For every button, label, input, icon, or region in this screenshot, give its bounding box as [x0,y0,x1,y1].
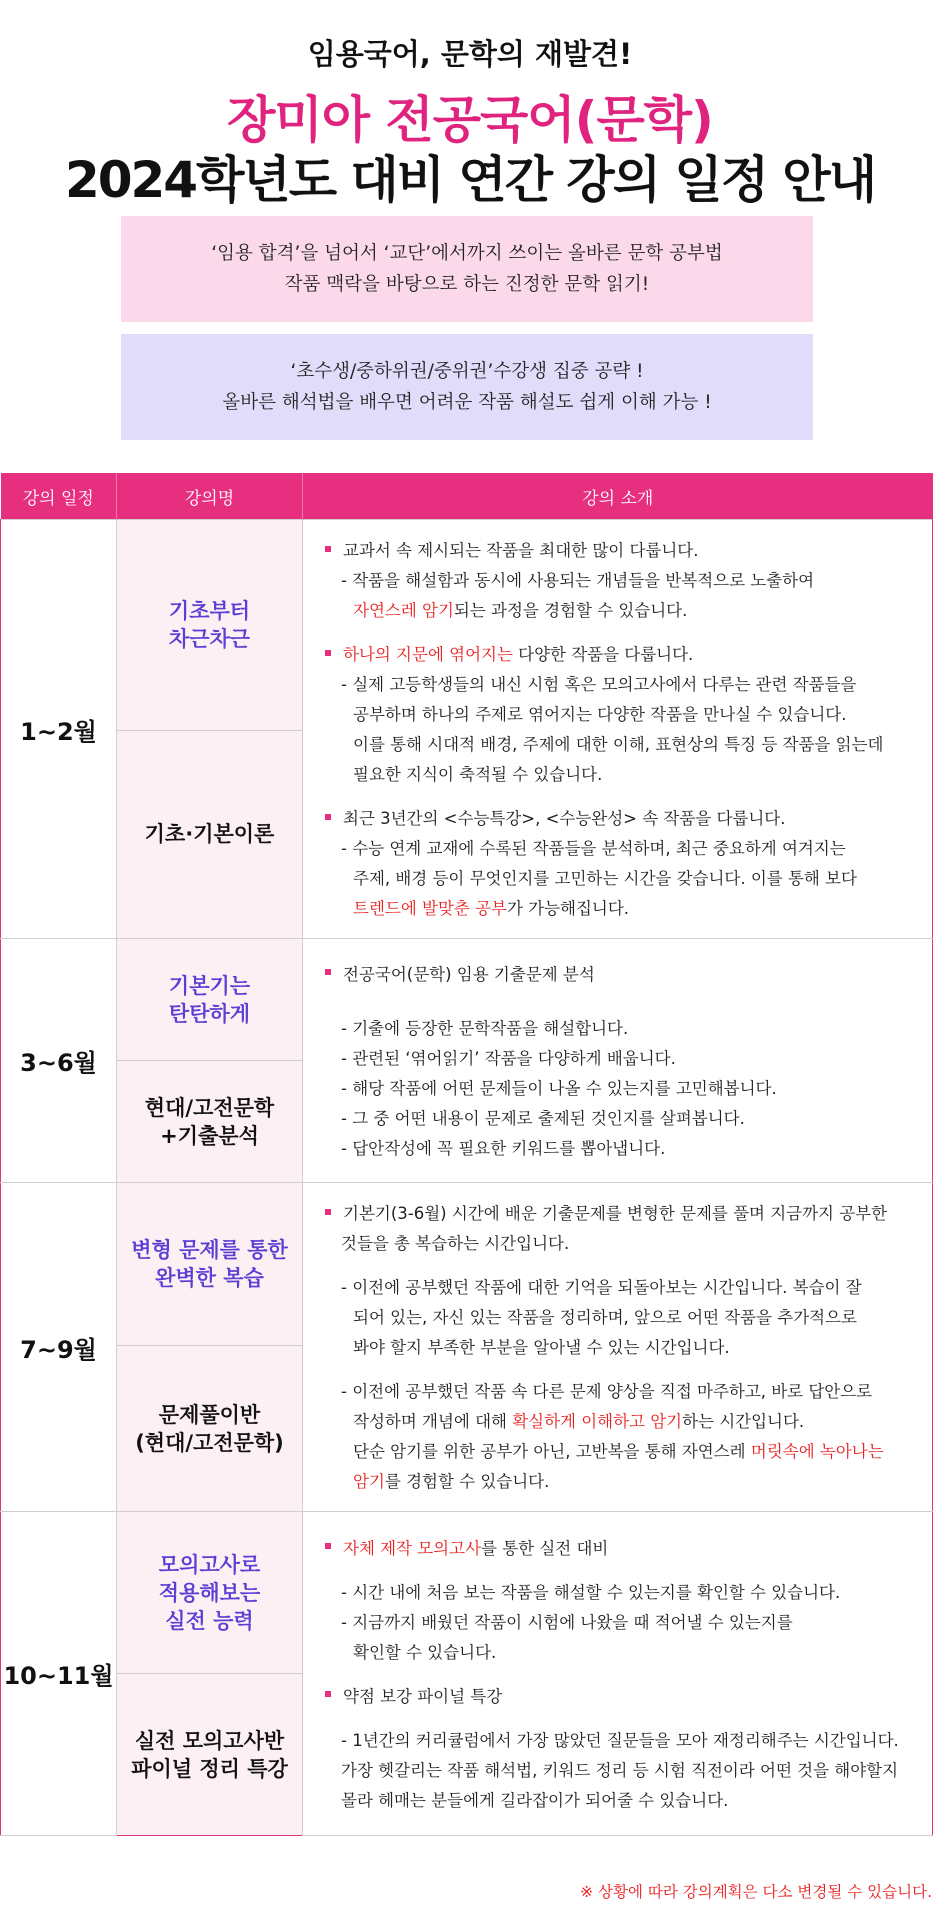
table-row [1,520,933,731]
course-name-cell [117,1183,303,1346]
highlight-text: 확실하게 이해하고 암기 [512,1412,683,1431]
month-cell: 3~6월 [1,939,117,1183]
course-name-cell [117,1512,303,1674]
sub-line [325,1407,912,1437]
bullet-text: 를 통한 실전 대비 [481,1538,609,1558]
column-header-intro: 강의 소개 [303,473,933,520]
bullet-text: 교과서 속 제시되는 작품을 최대한 많이 다룹니다. [343,541,699,560]
bullet-item [325,640,912,670]
sub-line: 확인할 수 있습니다. [353,1642,497,1662]
bullet-square-icon [325,1543,331,1549]
sub-line: 주제, 배경 등이 무엇인지를 고민하는 시간을 갖습니다. 이를 통해 보다 [353,869,857,888]
intro-line: ‘임용 합격’을 넘어서 ‘교단’에서까지 쓰이는 올바른 문학 공부법 [211,243,723,264]
bullet-text: 기본기(3-6월) 시간에 배운 기출문제를 변형한 문제를 풀며 지금까지 공부한 [343,1204,888,1223]
sub-text: 되는 과정을 경험할 수 있습니다. [453,601,688,620]
sub-line: 몰라 헤매는 분들에게 길라잡이가 되어줄 수 있습니다. [341,1790,729,1810]
course-intro-cell [303,1512,933,1836]
bullet-item [325,960,912,990]
sub-line: - 작품을 해설함과 동시에 사용되는 개념들을 반복적으로 노출하여 [341,571,815,590]
bullet-item [325,1534,912,1564]
sub-line: - 수능 연계 교재에 수록된 작품들을 분석하며, 최근 중요하게 여겨지는 [341,839,846,858]
footnote: ※ 상황에 따라 강의계획은 다소 변경될 수 있습니다. [580,1883,932,1901]
course-name-line: 기본기는 [168,973,251,998]
column-header-course: 강의명 [117,473,303,520]
month-cell: 10~11월 [1,1512,117,1836]
bullet-square-icon [325,650,331,656]
sub-text: 작성하며 개념에 대해 [353,1412,513,1431]
sub-line: - 실제 고등학생들의 내신 시험 혹은 모의고사에서 다루는 관련 작품들을 [341,675,857,694]
bullet-item [325,804,912,834]
sub-line: - 그 중 어떤 내용이 문제로 출제된 것인지를 살펴봅니다. [341,1108,745,1128]
sub-line: - 기출에 등장한 문학작품을 해설합니다. [341,1018,629,1038]
table-header-row [1,473,933,520]
bullet-item [325,1682,912,1712]
bullet-text: 최근 3년간의 <수능특강>, <수능완성> 속 작품을 다룹니다. [343,809,786,828]
course-name-line: 실전 능력 [165,1608,254,1633]
course-name-cell: 기초·기본이론 [117,730,303,939]
course-name-line: 모의고사로 [158,1552,261,1577]
intro-line: 올바른 해석법을 배우면 어려운 작품 해설도 쉽게 이해 가능 ! [222,392,712,413]
intro-box-pink [121,216,813,322]
course-name-cell [117,1674,303,1836]
course-name-line: 파이널 정리 특강 [131,1756,288,1781]
page-title-pink: 장미아 전공국어(문학) [227,91,713,149]
sub-text: 하는 시간입니다. [682,1412,805,1431]
course-name-line: 완벽한 복습 [155,1266,264,1291]
page-subtitle: 임용국어, 문학의 재발견! [307,37,633,71]
sub-line: - 해당 작품에 어떤 문제들이 나올 수 있는지를 고민해봅니다. [341,1078,777,1098]
bullet-text: 약점 보강 파이널 특강 [343,1686,503,1706]
course-name-line: 차근차근 [168,626,251,651]
course-name-line: 기초부터 [168,598,251,623]
sub-line: - 1년간의 커리큘럼에서 가장 많았던 질문들을 모아 재정리해주는 시간입니다. [341,1730,899,1750]
highlight-text: 머릿속에 녹아나는 [750,1442,884,1461]
bullet-square-icon [325,546,331,552]
sub-line: 되어 있는, 자신 있는 작품을 정리하며, 앞으로 어떤 작품을 추가적으로 [353,1308,857,1327]
highlight-text: 하나의 지문에 엮어지는 [343,645,513,664]
sub-line: 가장 헷갈리는 작품 해석법, 키워드 정리 등 시험 직전이라 어떤 것을 해야할지 [341,1760,899,1780]
table-row [1,939,933,1061]
sub-line [325,1437,912,1467]
bullet-square-icon [325,1209,331,1215]
sub-text: 단순 암기를 위한 공부가 아닌, 고반복을 통해 자연스레 [353,1442,751,1461]
highlight-text: 트렌드에 발맞춘 공부 [353,899,507,918]
bullet-text: 전공국어(문학) 임용 기출문제 분석 [343,964,595,984]
sub-line: - 답안작성에 꼭 필요한 키워드를 뽑아냅니다. [341,1138,666,1158]
course-name-cell [117,939,303,1061]
course-name-cell [117,1346,303,1512]
sub-line: 이를 통해 시대적 배경, 주제에 대한 이해, 표현상의 특징 등 작품을 읽는데 [353,735,884,754]
course-name-line: +기출분석 [160,1123,259,1148]
sub-text: 를 경험할 수 있습니다. [384,1472,550,1491]
course-name-line: 탄탄하게 [168,1001,251,1026]
bullet-square-icon [325,814,331,820]
sub-line: 필요한 지식이 축적될 수 있습니다. [353,765,603,784]
sub-line [325,596,912,626]
highlight-text: 자연스레 암기 [353,601,454,620]
bullet-item [325,1199,912,1229]
table-row [1,1512,933,1674]
course-name-line: 문제풀이반 [158,1402,261,1427]
sub-line: - 지금까지 배웠던 작품이 시험에 나왔을 때 적어낼 수 있는지를 [341,1612,793,1632]
highlight-text: 자체 제작 모의고사 [343,1538,482,1558]
sub-line: - 이전에 공부했던 작품에 대한 기억을 되돌아보는 시간입니다. 복습이 잘 [341,1278,862,1297]
sub-line: - 시간 내에 처음 보는 작품을 해설할 수 있는지를 확인할 수 있습니다. [341,1582,841,1602]
highlight-text: 암기 [353,1472,385,1491]
intro-line: ‘초수생/중하위권/중위권’수강생 집중 공략 ! [290,361,644,382]
table-row [1,1183,933,1346]
course-intro-cell [303,939,933,1183]
course-name-line: 변형 문제를 통한 [131,1238,288,1263]
column-header-schedule: 강의 일정 [1,473,117,520]
sub-line: - 관련된 ‘엮어읽기’ 작품을 다양하게 배웁니다. [341,1048,676,1068]
course-intro-cell [303,520,933,939]
sub-line: 봐야 할지 부족한 부분을 알아낼 수 있는 시간입니다. [353,1338,730,1357]
course-name-cell [117,1061,303,1183]
schedule-table [0,473,933,1836]
course-name-line: 적용해보는 [158,1580,261,1605]
bullet-square-icon [325,969,331,975]
sub-line: 것들을 총 복습하는 시간입니다. [341,1234,570,1253]
course-intro-cell [303,1183,933,1512]
sub-line [325,1467,912,1497]
sub-line [325,894,912,924]
month-cell: 1~2월 [1,520,117,939]
sub-line: 공부하며 하나의 주제로 엮어지는 다양한 작품을 만나실 수 있습니다. [353,705,847,724]
page-title: 2024학년도 대비 연간 강의 일정 안내 [64,151,876,209]
intro-box-purple [121,334,813,440]
bullet-square-icon [325,1691,331,1697]
sub-line: - 이전에 공부했던 작품 속 다른 문제 양상을 직접 마주하고, 바로 답안으로 [341,1382,873,1401]
bullet-item [325,536,912,566]
month-cell: 7~9월 [1,1183,117,1512]
bullet-text: 다양한 작품을 다룹니다. [512,645,694,664]
intro-line: 작품 맥락을 바탕으로 하는 진정한 문학 읽기! [284,274,650,295]
sub-text: 가 가능해집니다. [506,899,630,918]
course-name-line: 실전 모의고사반 [134,1728,285,1753]
course-name-line: 현대/고전문학 [144,1095,275,1120]
course-name-cell [117,520,303,731]
course-name-line: (현대/고전문학) [135,1430,284,1455]
